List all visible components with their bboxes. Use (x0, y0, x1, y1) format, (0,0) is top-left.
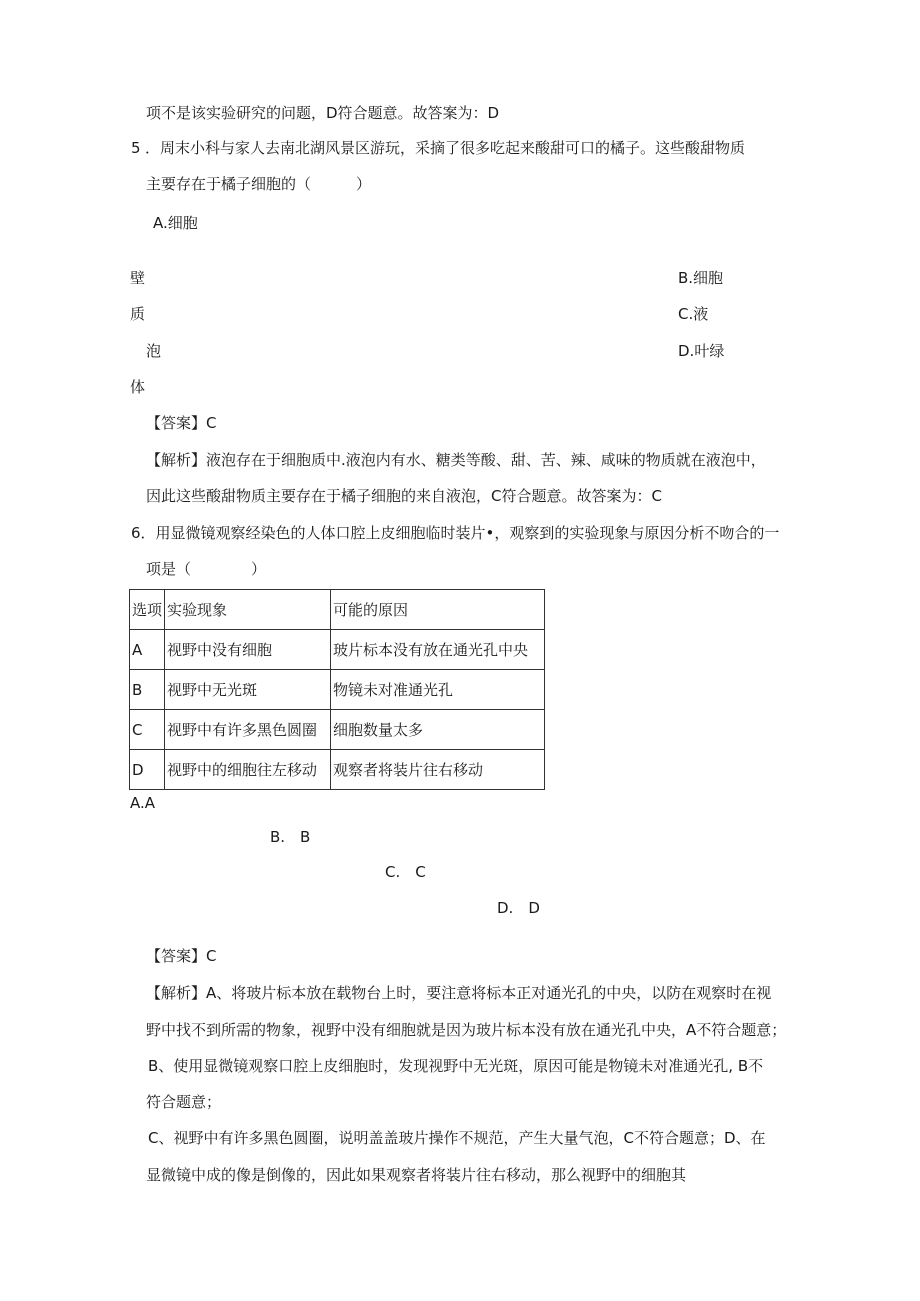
q6-analysis-line6: 显微镜中成的像是倒像的，因此如果观察者将装片往右移动，那么视野中的细胞其 (146, 1166, 687, 1184)
q4-answer-tail: 项不是该实验研究的问题，D符合题意。故答案为：D (146, 104, 500, 122)
q5-option-d: D.叶绿 (678, 342, 725, 360)
table-header-cell: 实验现象 (165, 590, 331, 630)
table-cell: A (130, 630, 165, 670)
q6-stem-line1: 6．用显微镜观察经染色的人体口腔上皮细胞临时装片•，观察到的实验现象与原因分析不吻合的一 (131, 524, 780, 542)
q5-stem-line2: 主要存在于橘子细胞的（ ） (146, 175, 372, 193)
q5-frag-pao: 泡 (146, 342, 162, 360)
q5-frag-ti: 体 (130, 378, 146, 396)
table-cell: 玻片标本没有放在通光孔中央 (331, 630, 545, 670)
q5-stem-line1: ．周末小科与家人去南北湖风景区游玩，采摘了很多吃起来酸甜可口的橘子。这些酸甜物质 (145, 139, 746, 157)
q6-stem-line2: 项是（ ） (146, 560, 267, 578)
table-cell: 细胞数量太多 (331, 710, 545, 750)
table-cell: 观察者将装片往右移动 (331, 750, 545, 790)
table-header-cell: 可能的原因 (331, 590, 545, 630)
q5-option-c: C.液 (678, 305, 709, 323)
table-cell: B (130, 670, 165, 710)
table-cell: 视野中的细胞往左移动 (165, 750, 331, 790)
table-row (130, 710, 545, 750)
q5-answer: 【答案】C (146, 414, 217, 432)
table-cell: D (130, 750, 165, 790)
table-cell: 视野中有许多黑色圆圈 (165, 710, 331, 750)
q6-option-d: D. D (497, 899, 540, 917)
q5-option-a: A.细胞 (153, 214, 198, 232)
q6-analysis-line4: 符合题意； (146, 1093, 222, 1111)
table-header-cell: 选项 (130, 590, 165, 630)
table-cell: 视野中没有细胞 (165, 630, 331, 670)
q5-frag-zhi: 质 (130, 305, 146, 323)
table-row (130, 630, 545, 670)
table-cell: C (130, 710, 165, 750)
q5-frag-bi: 壁 (130, 269, 146, 287)
q6-option-c: C. C (385, 863, 426, 881)
q5-option-b: B.细胞 (678, 269, 724, 287)
q5-number: 5 (131, 139, 141, 157)
q5-analysis-line1: 【解析】液泡存在于细胞质中.液泡内有水、糖类等酸、甜、苦、辣、咸味的物质就在液泡中， (146, 451, 766, 469)
table-row (130, 670, 545, 710)
table-cell: 物镜未对准通光孔 (331, 670, 545, 710)
table-cell: 视野中无光斑 (165, 670, 331, 710)
q5-analysis-line2: 因此这些酸甜物质主要存在于橘子细胞的来自液泡，C符合题意。故答案为：C (146, 487, 662, 505)
table-header-row (130, 590, 545, 630)
table-row (130, 750, 545, 790)
q6-answer: 【答案】C (146, 947, 217, 965)
q6-option-a: A.A (130, 794, 156, 812)
q6-analysis-line5: C、视野中有许多黑色圆圈，说明盖盖玻片操作不规范，产生大量气泡，C不符合题意；D、在 (148, 1129, 766, 1147)
q6-option-b: B. B (270, 828, 311, 846)
q6-analysis-line3: B、使用显微镜观察口腔上皮细胞时，发现视野中无光斑，原因可能是物镜未对准通光孔, B不 (148, 1057, 764, 1075)
q6-analysis-line1: 【解析】A、将玻片标本放在载物台上时，要注意将标本正对通光孔的中央，以防在观察时在视 (146, 984, 772, 1002)
q6-options-table (129, 589, 545, 790)
q6-analysis-line2: 野中找不到所需的物象，视野中没有细胞就是因为玻片标本没有放在通光孔中央，A不符合题意； (146, 1021, 787, 1039)
